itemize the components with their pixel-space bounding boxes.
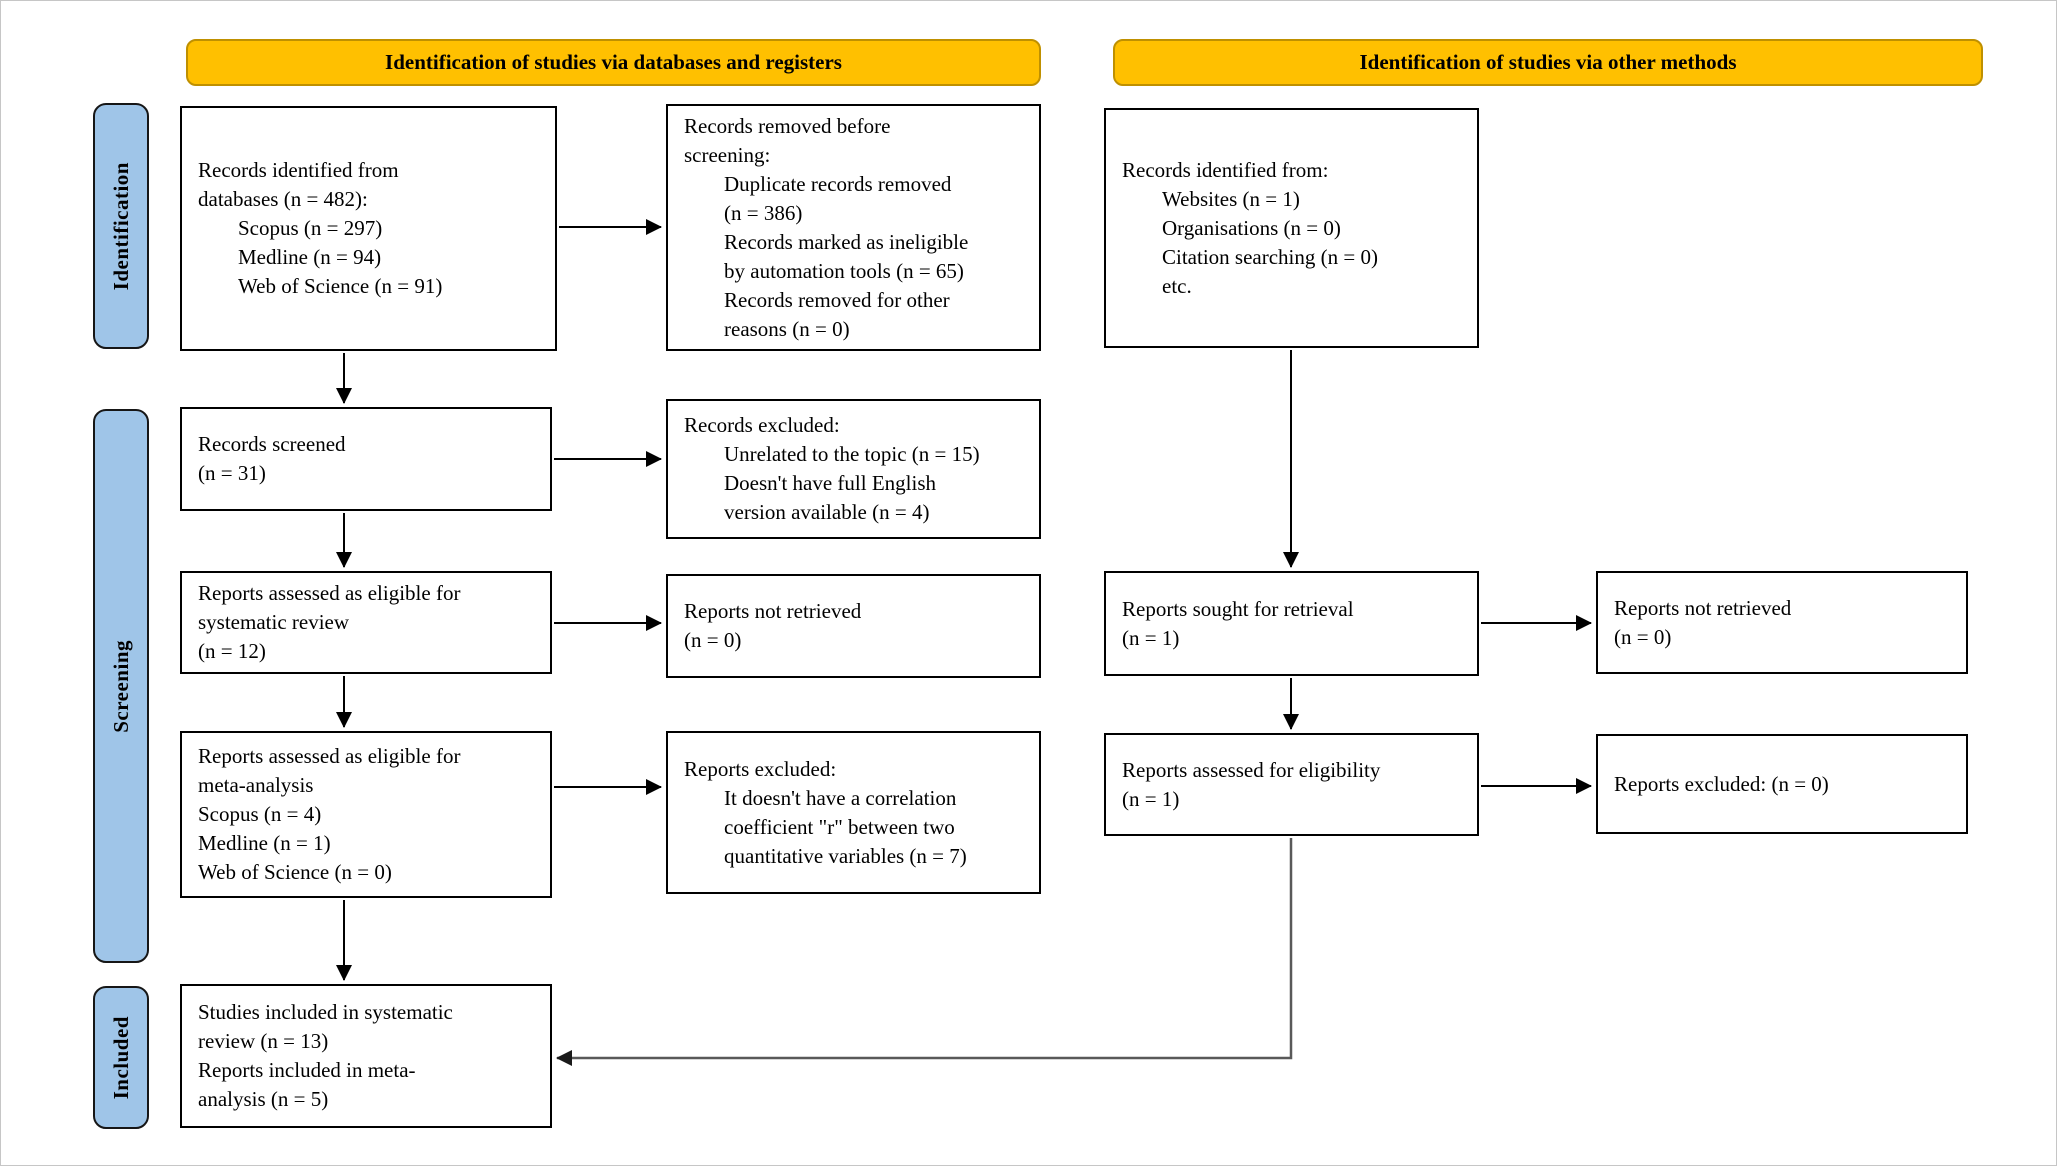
stage-identification-label: Identification (108, 161, 133, 291)
box-line: Unrelated to the topic (n = 15) (724, 442, 980, 466)
box-line: Reports assessed for eligibility (1122, 757, 1381, 782)
box-line: (n = 0) (1614, 624, 1672, 649)
box-line: Reports excluded: (684, 756, 837, 781)
box-reports-eligible-systematic-review (180, 571, 552, 674)
box-line: systematic review (198, 610, 350, 634)
box-line: by automation tools (n = 65) (724, 258, 964, 283)
box-line: databases (n = 482): (198, 187, 368, 211)
box-line: Records removed for other (724, 287, 950, 312)
box-line: Medline (n = 1) (198, 831, 331, 855)
box-records-screened (180, 407, 552, 511)
box-reports-eligible-meta-analysis (180, 731, 552, 898)
box-line: (n = 386) (724, 200, 803, 225)
box-line: Reports excluded: (n = 0) (1614, 771, 1829, 796)
box-line: screening: (684, 142, 771, 167)
box-line: (n = 0) (684, 628, 742, 652)
box-line: Reports assessed as eligible for (198, 744, 461, 768)
box-line: coefficient "r" between two (724, 814, 955, 839)
box-line: Reports assessed as eligible for (198, 581, 461, 605)
box-reports-excluded-other-methods (1596, 734, 1968, 834)
box-reports-sought-for-retrieval (1104, 571, 1479, 676)
box-line: Records screened (198, 432, 346, 456)
box-line: Doesn't have full English (724, 471, 936, 495)
box-line: (n = 12) (198, 639, 266, 663)
box-line: (n = 31) (198, 461, 266, 485)
stage-screening (93, 409, 149, 963)
box-reports-assessed-for-eligibility (1104, 733, 1479, 836)
stage-identification (93, 103, 149, 349)
box-reports-not-retrieved-other-methods (1596, 571, 1968, 674)
box-line: Reports not retrieved (1614, 595, 1792, 620)
box-records-removed-before-screening (666, 104, 1041, 351)
stage-included (93, 986, 149, 1129)
box-line: (n = 1) (1122, 625, 1180, 650)
box-line: Records marked as ineligible (724, 229, 969, 254)
box-reports-excluded-meta-analysis (666, 731, 1041, 894)
box-records-identified-databases (180, 106, 557, 351)
box-reports-not-retrieved-databases (666, 574, 1041, 678)
box-studies-included (180, 984, 552, 1128)
box-line: Web of Science (n = 91) (238, 274, 443, 298)
box-line: Records identified from: (1122, 157, 1329, 182)
stage-included-label: Included (108, 1015, 133, 1100)
box-records-excluded (666, 399, 1041, 539)
box-line: Records identified from (198, 158, 399, 182)
box-line: Websites (n = 1) (1162, 186, 1300, 211)
header-databases-registers-label: Identification of studies via databases and registers (385, 50, 842, 74)
box-line: analysis (n = 5) (198, 1087, 329, 1111)
box-line: review (n = 13) (198, 1029, 329, 1053)
box-records-identified-other-methods (1104, 108, 1479, 348)
box-line: Studies included in systematic (198, 1000, 453, 1024)
box-line: Records excluded: (684, 413, 840, 437)
box-line: Web of Science (n = 0) (198, 860, 392, 884)
box-line: meta-analysis (198, 773, 314, 797)
box-line: Reports sought for retrieval (1122, 596, 1354, 621)
box-line: etc. (1162, 273, 1192, 298)
box-line: Citation searching (n = 0) (1162, 244, 1378, 269)
box-line: quantitative variables (n = 7) (724, 843, 967, 868)
stage-screening-label: Screening (108, 639, 133, 733)
header-databases-registers (186, 39, 1041, 86)
box-line: Organisations (n = 0) (1162, 215, 1341, 240)
header-other-methods-label: Identification of studies via other methods (1359, 50, 1737, 74)
box-line: Reports included in meta- (198, 1058, 416, 1082)
box-line: Duplicate records removed (724, 171, 952, 196)
box-line: It doesn't have a correlation (724, 785, 957, 810)
box-line: Records removed before (684, 113, 891, 138)
box-line: Scopus (n = 297) (238, 216, 383, 240)
header-other-methods (1113, 39, 1983, 86)
box-line: (n = 1) (1122, 786, 1180, 811)
box-line: reasons (n = 0) (724, 316, 850, 341)
box-line: Medline (n = 94) (238, 245, 382, 269)
box-line: Reports not retrieved (684, 599, 862, 623)
box-line: version available (n = 4) (724, 500, 930, 524)
box-line: Scopus (n = 4) (198, 802, 322, 826)
